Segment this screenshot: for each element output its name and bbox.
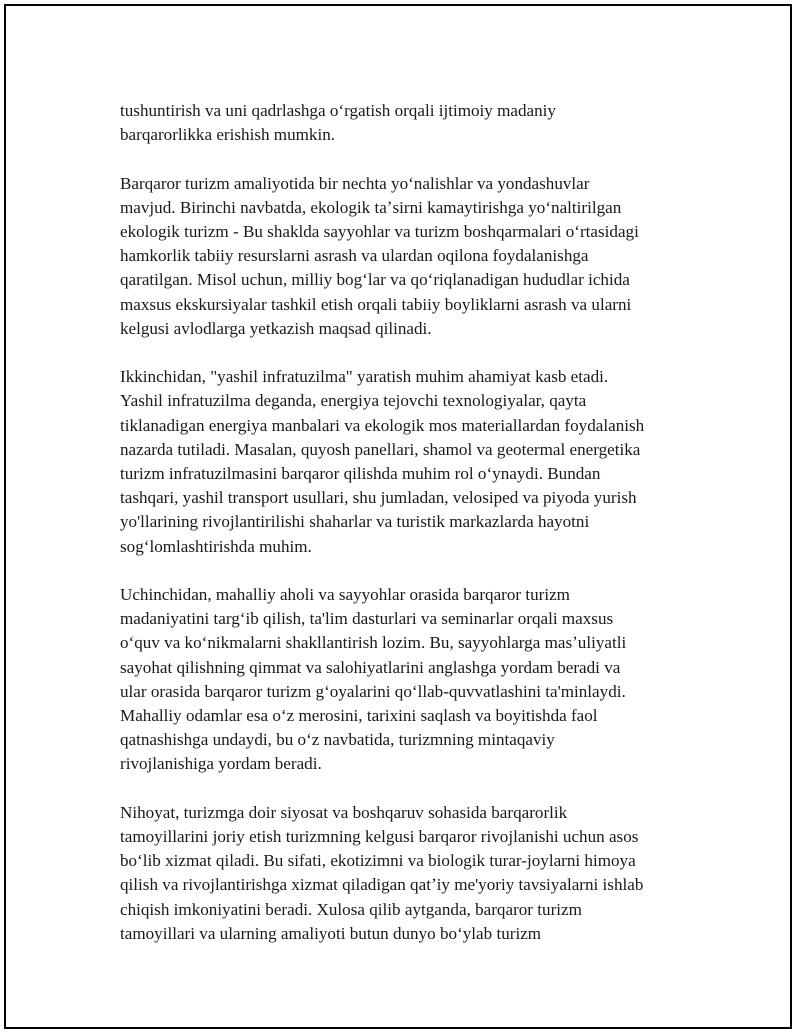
text-line: rivojlanishiga yordam beradi.	[120, 754, 322, 774]
text-line: Barqaror turizm amaliyotida bir nechta yoʻnalishlar va yondashuvlar	[120, 173, 590, 193]
text-line: yo'llarining rivojlantirilishi shaharlar va turistik markazlarda hayotni	[120, 512, 590, 532]
text-line: tashqari, yashil transport usullari, shu jumladan, velosiped va piyoda yurish	[120, 488, 637, 508]
text-line: Uchinchidan, mahalliy aholi va sayyohlar orasida barqaror turizm	[120, 585, 570, 605]
text-line: barqarorlikka erishish mumkin.	[120, 125, 336, 145]
text-line: tushuntirish va uni qadrlashga oʻrgatish orqali ijtimoiy madaniy	[120, 101, 556, 120]
text-line: madaniyatini targʻib qilish, ta'lim dasturlari va seminarlar orqali maxsus	[120, 609, 614, 629]
text-line: mavjud. Birinchi navbatda, ekologik taʼsirni kamaytirishga yoʻnaltirilgan	[120, 197, 622, 217]
text-line: qatnashishga undaydi, bu oʻz navbatida, turizmning mintaqaviy	[120, 730, 555, 750]
paragraph-4	[120, 583, 700, 777]
text-line: tamoyillarini joriy etish turizmning kelgusi barqaror rivojlanishi uchun asos	[120, 827, 639, 847]
text-line: sogʻlomlashtirishda muhim.	[120, 536, 312, 556]
text-line: oʻquv va koʻnikmalarni shakllantirish lozim. Bu, sayyohlarga masʼuliyatli	[120, 633, 627, 653]
text-line: Nihoyat, turizmga doir siyosat va boshqaruv sohasida barqarorlik	[120, 802, 568, 822]
text-line: qaratilgan. Misol uchun, milliy bogʻlar va qoʻriqlanadigan hududlar ichida	[120, 270, 630, 290]
paragraph-3	[120, 365, 700, 559]
text-line: qilish va rivojlantirishga xizmat qiladigan qatʼiy me'yoriy tavsiyalarni ishlab	[120, 875, 644, 895]
text-line: maxsus ekskursiyalar tashkil etish orqali tabiiy boyliklarni asrash va ularni	[120, 294, 632, 314]
text-line: Yashil infratuzilma deganda, energiya tejovchi texnologiyalar, qayta	[120, 391, 587, 411]
paragraph-1	[120, 99, 700, 147]
text-line: hamkorlik tabiiy resurslarni asrash va ulardan oqilona foydalanishga	[120, 246, 589, 266]
text-line: tamoyillari va ularning amaliyoti butun dunyo boʻylab turizm	[120, 923, 542, 943]
text-line: sayohat qilishning qimmat va salohiyatlarini anglashga yordam beradi va	[120, 657, 621, 677]
document-page	[4, 4, 792, 1029]
paragraph-2	[120, 172, 700, 341]
text-line: tiklanadigan energiya manbalari va ekologik mos materiallardan foydalanish	[120, 415, 645, 435]
paragraph-5	[120, 801, 700, 946]
text-line: kelgusi avlodlarga yetkazish maqsad qilinadi.	[120, 318, 432, 338]
document-body	[120, 99, 700, 970]
text-line: turizm infratuzilmasini barqaror qilishda muhim rol oʻynaydi. Bundan	[120, 464, 601, 484]
text-line: Ikkinchidan, "yashil infratuzilma" yaratish muhim ahamiyat kasb etadi.	[120, 367, 609, 387]
text-line: ekologik turizm - Bu shaklda sayyohlar va turizm boshqarmalari oʻrtasidagi	[120, 222, 639, 241]
text-line: nazarda tutiladi. Masalan, quyosh panellari, shamol va geotermal energetika	[120, 439, 641, 459]
text-line: Mahalliy odamlar esa oʻz merosini, tarixini saqlash va boyitishda faol	[120, 706, 598, 726]
text-line: boʻlib xizmat qiladi. Bu sifati, ekotizimni va biologik turar-joylarni himoya	[120, 851, 636, 871]
text-line: ular orasida barqaror turizm gʻoyalarini qoʻllab-quvvatlashini ta'minlaydi.	[120, 681, 626, 701]
text-line: chiqish imkoniyatini beradi. Xulosa qilib aytganda, barqaror turizm	[120, 899, 582, 919]
